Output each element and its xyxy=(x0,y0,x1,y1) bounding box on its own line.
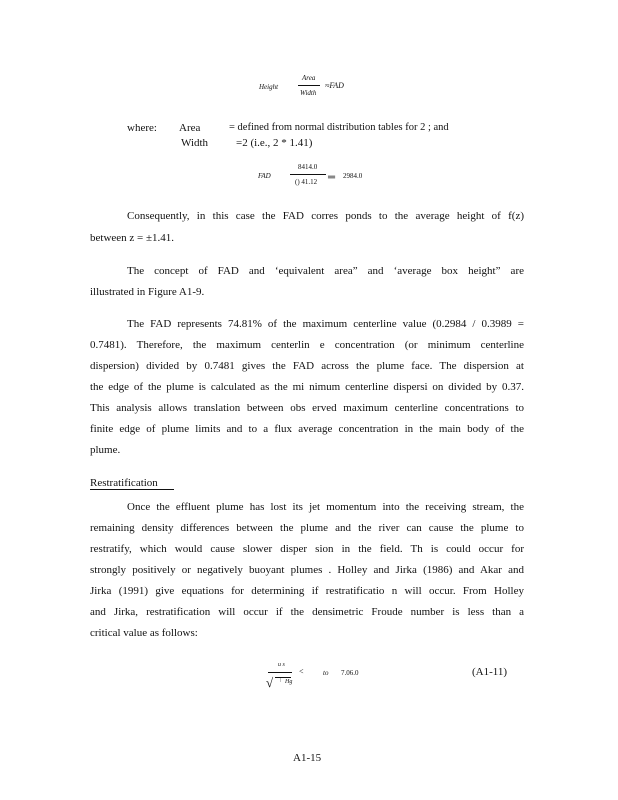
width-definition: =2 (i.e., 2 * 1.41) xyxy=(236,137,313,149)
eq-fad-denominator: () 41.12 xyxy=(295,178,318,186)
eq-froude-fraction-bar xyxy=(268,672,292,673)
text-line: finite edge of plume limits and to a flux average concentration in the main body of the xyxy=(90,423,524,435)
eq-fad-equals: ═ xyxy=(328,172,336,183)
width-label: Width xyxy=(181,137,209,149)
eq-height-lhs: Height xyxy=(259,83,279,91)
text-line: restratify, which would cause slower disper sion in the field. Th is could occur for xyxy=(90,543,524,555)
text-line: The concept of FAD and ‘equivalent area” and ‘average box height” are xyxy=(127,265,524,277)
section-heading-restratification: Restratification xyxy=(90,477,174,490)
sqrt-inner-bar: | xyxy=(280,678,282,683)
eq-froude-label: (A1-11) xyxy=(472,666,508,678)
sqrt-overbar xyxy=(275,677,291,678)
text-line: The FAD represents 74.81% of the maximum centerline value (0.2984 / 0.3989 = xyxy=(127,318,524,330)
text-line: 0.7481). Therefore, the maximum centerlin e concentration (or minimum centerline xyxy=(90,339,524,351)
eq-fad-lhs: FAD xyxy=(258,172,271,180)
where-label: where: xyxy=(127,122,157,134)
eq-height-fraction-bar xyxy=(298,85,320,86)
eq-froude-numerator: u s xyxy=(278,662,285,668)
text-line: strongly positively or negatively buoyant plumes . Holley and Jirka (1986) and Akar and xyxy=(90,564,524,576)
text-line: Consequently, in this case the FAD corres ponds to the average height of f(z) xyxy=(127,210,524,222)
eq-froude-operator: < xyxy=(299,667,304,676)
eq-fad-numerator: 8414.0 xyxy=(298,163,318,171)
eq-height-numerator: Area xyxy=(302,74,316,82)
eq-froude-value: 7.06.0 xyxy=(341,669,359,677)
text-line: remaining density differences between the plume and the river can cause the plume to xyxy=(90,522,524,534)
area-label: Area xyxy=(179,122,201,134)
eq-height-denominator: Width xyxy=(300,89,317,97)
eq-froude-to: to xyxy=(323,669,329,677)
eq-fad-rhs: 2984.0 xyxy=(343,172,363,180)
text-line: plume. xyxy=(90,444,121,456)
text-line: Once the effluent plume has lost its jet momentum into the receiving stream, the xyxy=(127,501,524,513)
text-line: and Jirka, restratification will occur if the densimetric Froude number is less than a xyxy=(90,606,524,618)
page-number: A1-15 xyxy=(293,752,322,764)
text-line: critical value as follows: xyxy=(90,627,198,639)
eq-height-rhs: ≈FAD xyxy=(325,81,344,90)
text-line: Jirka (1991) give equations for determining if restratificatio n will occur. From Holley xyxy=(90,585,524,597)
text-line: illustrated in Figure A1-9. xyxy=(90,286,205,298)
text-line: This analysis allows translation between obs erved maximum centerline concentrations to xyxy=(90,402,524,414)
text-line: between z = ±1.41. xyxy=(90,232,175,244)
text-line: dispersion) divided by 0.7481 gives the FAD across the plume face. The dispersion at xyxy=(90,360,524,372)
sqrt-radical-icon: √ xyxy=(266,675,274,690)
area-definition: = defined from normal distribution tables for 2 ; and xyxy=(229,122,449,133)
eq-fad-fraction-bar xyxy=(290,174,326,175)
text-line: the edge of the plume is calculated as the mi nimum centerline dispersi on divided by 0.37. xyxy=(90,381,524,393)
eq-froude-radicand: Hg xyxy=(285,679,293,685)
